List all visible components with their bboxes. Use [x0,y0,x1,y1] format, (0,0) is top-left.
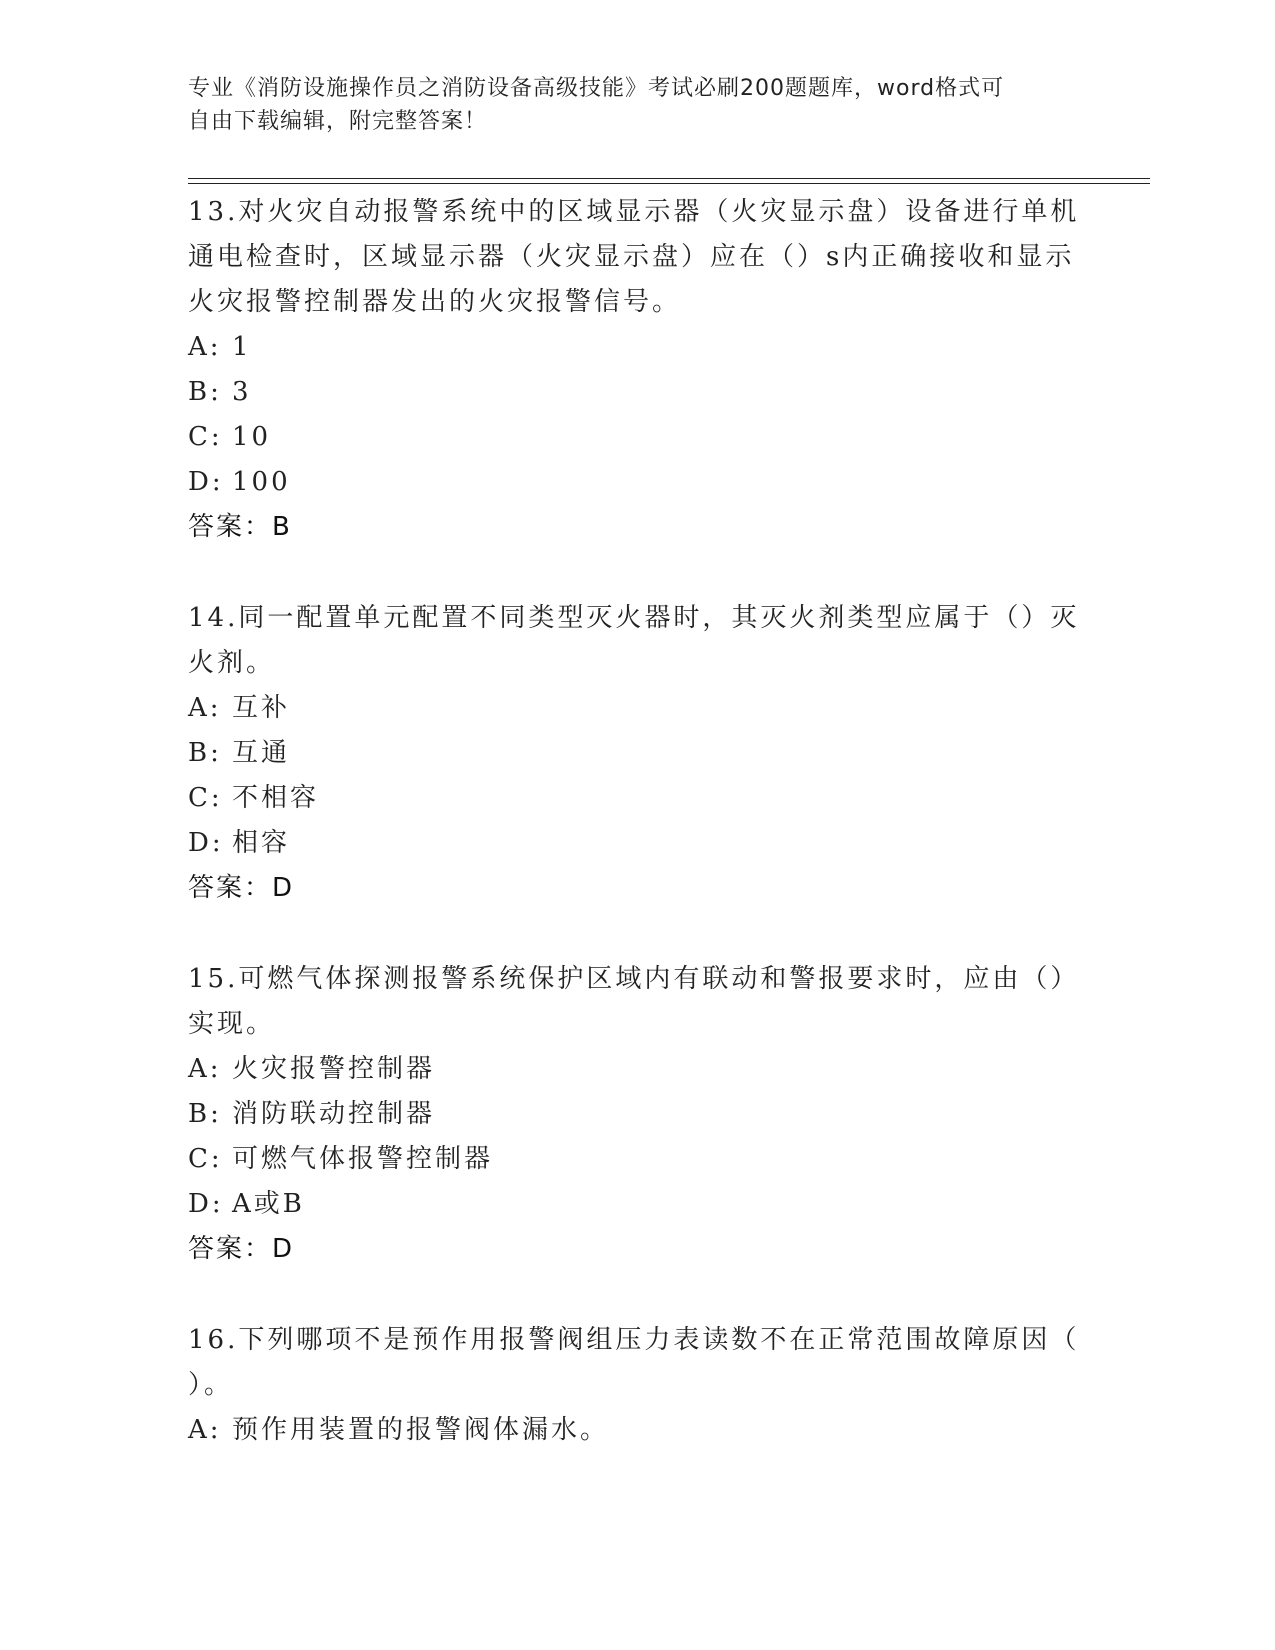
option-c [188,1137,1088,1182]
answer-line: 答案：B [188,512,292,542]
option-text: 互通 [232,738,291,768]
option-letter: A: [188,1054,222,1084]
option-a [188,325,1088,370]
option-b [188,731,1088,776]
option-text: 100 [232,467,291,497]
option-letter: C: [188,1144,223,1174]
question-text-line: 13.对火灾自动报警系统中的区域显示器（火灾显示盘）设备进行单机 [188,197,1080,227]
option-b [188,370,1088,415]
question-text-line: 15.可燃气体探测报警系统保护区域内有联动和警报要求时，应由（） [188,964,1080,994]
question-text-line: 火灾报警控制器发出的火灾报警信号。 [188,287,682,317]
option-letter: C: [188,422,223,452]
question-13 [188,190,1088,550]
option-text: 互补 [232,693,291,723]
answer-line: 答案：D [188,1234,295,1264]
question-text-line: ）。 [188,1370,234,1400]
question-text-line: 实现。 [188,1009,276,1039]
header-rule-top [188,178,1150,179]
option-text: A或B [232,1189,305,1219]
option-text: 可燃气体报警控制器 [232,1144,494,1174]
option-text: 相容 [232,828,291,858]
question-spacer [188,1272,1088,1318]
option-letter: D: [188,1189,224,1219]
option-letter: D: [188,828,224,858]
option-c [188,776,1088,821]
question-text-line: 16.下列哪项不是预作用报警阀组压力表读数不在正常范围故障原因（ [188,1325,1080,1355]
option-d [188,821,1088,866]
question-list [188,190,1088,1453]
option-letter: C: [188,783,223,813]
option-letter: B: [188,738,222,768]
question-spacer [188,550,1088,596]
question-14 [188,596,1088,911]
option-text: 不相容 [232,783,320,813]
question-16 [188,1318,1088,1453]
question-text-line: 火剂。 [188,648,276,678]
question-text-line: 14.同一配置单元配置不同类型灭火器时，其灭火剂类型应属于（）灭 [188,603,1080,633]
option-text: 预作用装置的报警阀体漏水。 [232,1415,610,1445]
option-a [188,1047,1088,1092]
question-spacer [188,911,1088,957]
option-text: 10 [232,422,272,452]
document-header [188,72,1068,138]
option-c [188,415,1088,460]
option-letter: A: [188,332,222,362]
question-text-line: 通电检查时，区域显示器（火灾显示盘）应在（）s内正确接收和显示 [188,242,1075,272]
option-text: 1 [232,332,252,362]
option-text: 火灾报警控制器 [232,1054,436,1084]
option-a [188,686,1088,731]
option-a [188,1408,1088,1453]
option-text: 消防联动控制器 [232,1099,436,1129]
header-line-1: 专业《消防设施操作员之消防设备高级技能》考试必刷200题题库，word格式可 [188,76,1005,101]
option-letter: B: [188,377,222,407]
option-d [188,1182,1088,1227]
header-rule-bottom [188,183,1150,184]
answer-line: 答案：D [188,873,295,903]
option-letter: A: [188,1415,222,1445]
option-letter: B: [188,1099,222,1129]
option-b [188,1092,1088,1137]
option-d [188,460,1088,505]
header-line-2: 自由下载编辑，附完整答案！ [188,109,488,134]
question-15 [188,957,1088,1272]
option-text: 3 [232,377,252,407]
option-letter: D: [188,467,224,497]
option-letter: A: [188,693,222,723]
